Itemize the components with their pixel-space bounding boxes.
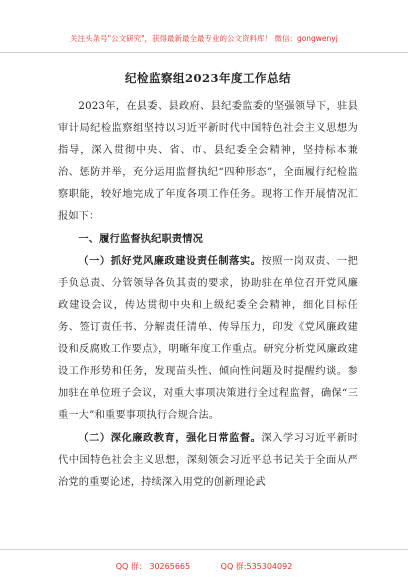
section-heading: 一、履行监督执纪职责情况 — [78, 233, 204, 245]
page-header — [0, 0, 408, 53]
intro-paragraph: 2023年，在县委、县政府、县纪委监委的坚强领导下，驻县审计局纪检监察组坚持以习近平新时代中国特色社会主义思想为指导，深入贯彻中央、省、市、县纪委全会精神，坚持标本兼治、惩防并举，充分运用监督执纪“四种形态”，全面履行纪检监察职能，较好地完成了年度各项工作任务。现将工作开展情况汇报如下： — [58, 101, 358, 222]
item2-body: 深入学习习近平新时代中国特色社会主义思想，深刻领会习近平总书记关于全面从严治党的重要论述，持续深入用党的创新理论武 — [58, 433, 358, 488]
footer-row — [0, 562, 408, 572]
header-note: 关注头条号"公文研究"，获得最新最全最专业的公文资料库！ 微信：gongwenyj — [70, 34, 338, 43]
footer-qq-group-1: QQ 群： 30265665 — [115, 562, 191, 571]
page-footer — [0, 549, 408, 581]
footer-qq-group-2: QQ 群:535304092 — [220, 562, 293, 571]
item1-lead: （一）抓好党风廉政建设责任制落实。 — [78, 255, 262, 267]
item1-body: 按照一岗双责、一把手负总责、分管领导各负其责的要求，协助驻在单位召开党风廉政建设会议，传达贯彻中央和上级纪委全会精神，细化目标任务、签订责任书、分解责任清单、传导压力，印发《党风廉政建设和反腐败工作要点》，明晰年度工作重点。研究分析党风廉政建设工作形势和任务，发现苗头性、倾向性问题及时提醒约谈。参加驻在单位班子会议，对重大事项决策进行全过程监督，确保“三重一大”和重要事项执行合规合法。 — [58, 256, 358, 421]
item2-lead: （二）深化廉政教育，强化日常监督。 — [78, 432, 262, 444]
document-title: 纪检监察组2023年度工作总结 — [124, 71, 291, 85]
document-body — [58, 62, 358, 494]
item2-paragraph — [58, 427, 358, 494]
item1-paragraph — [58, 250, 358, 427]
